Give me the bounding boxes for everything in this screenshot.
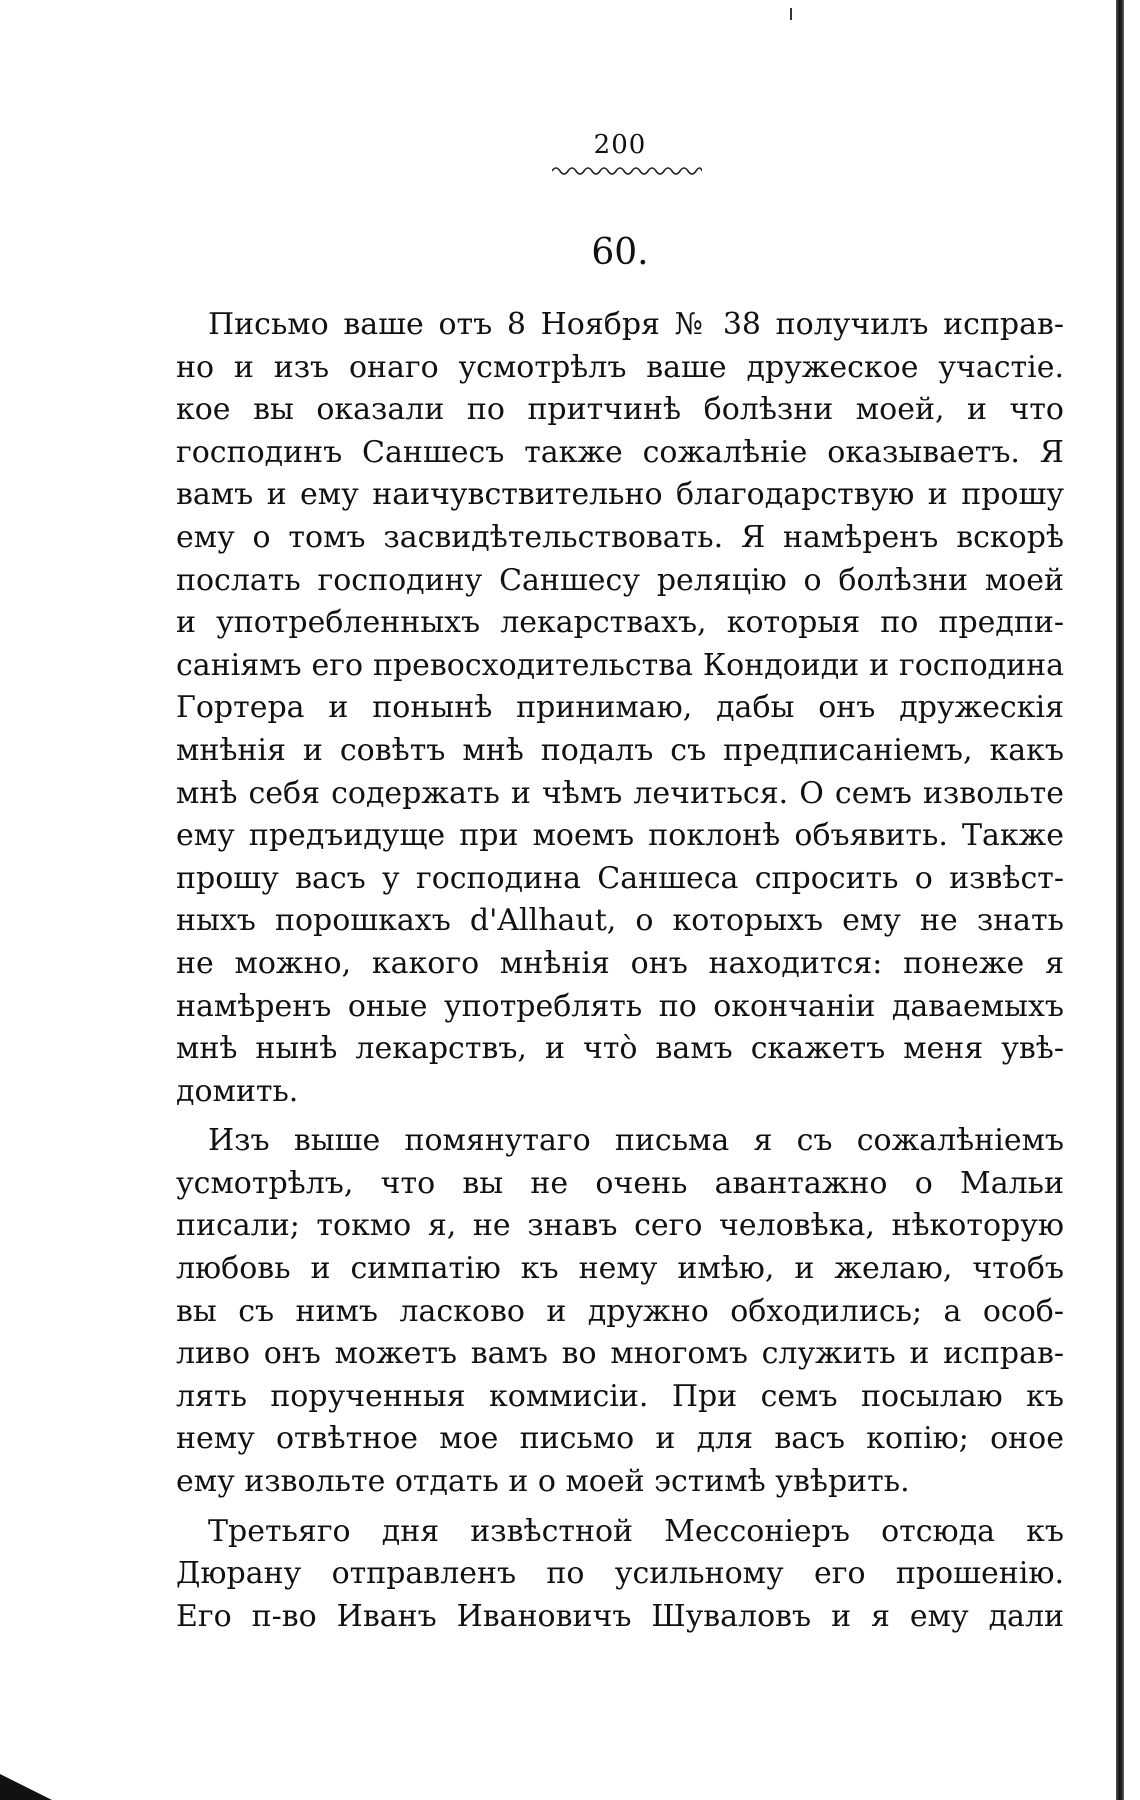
text-line: мнѣ себя содержать и чѣмъ лечиться. О семъ извольте [176, 775, 1064, 811]
text-line: мнѣ нынѣ лекарствъ, и что̀ вамъ скажетъ меня увѣ- [176, 1031, 1064, 1067]
text-line: ему предъидуще при моемъ поклонѣ объявить. Также [176, 818, 1064, 854]
letter-number: 60. [591, 232, 649, 273]
text-line: домить. [176, 1073, 299, 1109]
text-line: и употребленныхъ лекарствахъ, которыя по предпи- [176, 605, 1064, 641]
text-line: мнѣнія и совѣтъ мнѣ подалъ съ предписаніемъ, какъ [176, 732, 1064, 768]
text-line: кое вы оказали по притчинѣ болѣзни моей, и что [176, 392, 1064, 428]
text-line: вамъ и ему наичувствительно благодарствую и прошу [176, 477, 1064, 513]
text-line: любовь и симпатію къ нему имѣю, и желаю, чтобъ [176, 1251, 1064, 1287]
text-line: усмотрѣлъ, что вы не очень авантажно о Мальи [176, 1165, 1064, 1201]
text-line: ему о томъ засвидѣтельствовать. Я намѣренъ вскорѣ [176, 519, 1064, 555]
text-line: писали; токмо я, не знавъ сего человѣка, нѣкоторую [176, 1208, 1064, 1244]
text-line: ему извольте отдать и о моей эстимѣ увѣрить. [176, 1464, 910, 1500]
text-line: Письмо ваше отъ 8 Ноября № 38 получилъ исправ- [208, 307, 1064, 342]
page-number: 200 [593, 130, 647, 160]
paragraph-2 [176, 1120, 1064, 1503]
text-line: лять порученныя коммисіи. При семъ посылаю къ [176, 1378, 1064, 1414]
text-line: Изъ выше помянутаго письма я съ сожалѣніемъ [208, 1123, 1064, 1159]
text-line: господинъ Саншесъ также сожалѣніе оказываетъ. Я [176, 434, 1064, 470]
paragraph-gap [176, 1113, 1064, 1120]
paragraph-3 [176, 1511, 1064, 1639]
text-line: ливо онъ можетъ вамъ во многомъ служить и исправ- [176, 1336, 1064, 1372]
text-line: но и изъ онаго усмотрѣлъ ваше дружеское участіе. [176, 349, 1064, 385]
text-line: нему отвѣтное мое письмо и для васъ копію; оное [176, 1421, 1064, 1457]
text-line: не можно, какого мнѣнія онъ находится: понеже я [176, 945, 1064, 981]
wavy-ornament-icon [552, 165, 702, 177]
text-line: ныхъ порошкахъ d'Allhaut, о которыхъ ему не знать [176, 903, 1064, 939]
text-line: намѣренъ оные употреблять по окончаніи даваемыхъ [176, 988, 1064, 1024]
scan-tick-mark [790, 8, 792, 20]
text-line: Гортера и понынѣ принимаю, дабы онъ дружескія [176, 690, 1064, 726]
text-line: Дюрану отправленъ по усильному его прошенію. [176, 1556, 1064, 1592]
text-line: Его п-во Иванъ Ивановичъ Шуваловъ и я ему дали [176, 1598, 1064, 1634]
paragraph-gap [176, 1504, 1064, 1511]
scan-corner-mark [0, 1774, 52, 1800]
letter-body [176, 304, 1064, 1638]
text-line: саніямъ его превосходительства Кондоиди и господина [176, 647, 1064, 683]
paragraph-1 [176, 304, 1064, 1113]
text-line: вы съ нимъ ласково и дружно обходились; а особ- [176, 1293, 1064, 1329]
text-line: прошу васъ у господина Саншеса спросить о извѣст- [176, 860, 1064, 896]
text-line: Третьяго дня извѣстной Мессоніеръ отсюда къ [208, 1513, 1064, 1549]
text-line: послать господину Саншесу реляцію о болѣзни моей [176, 562, 1064, 598]
